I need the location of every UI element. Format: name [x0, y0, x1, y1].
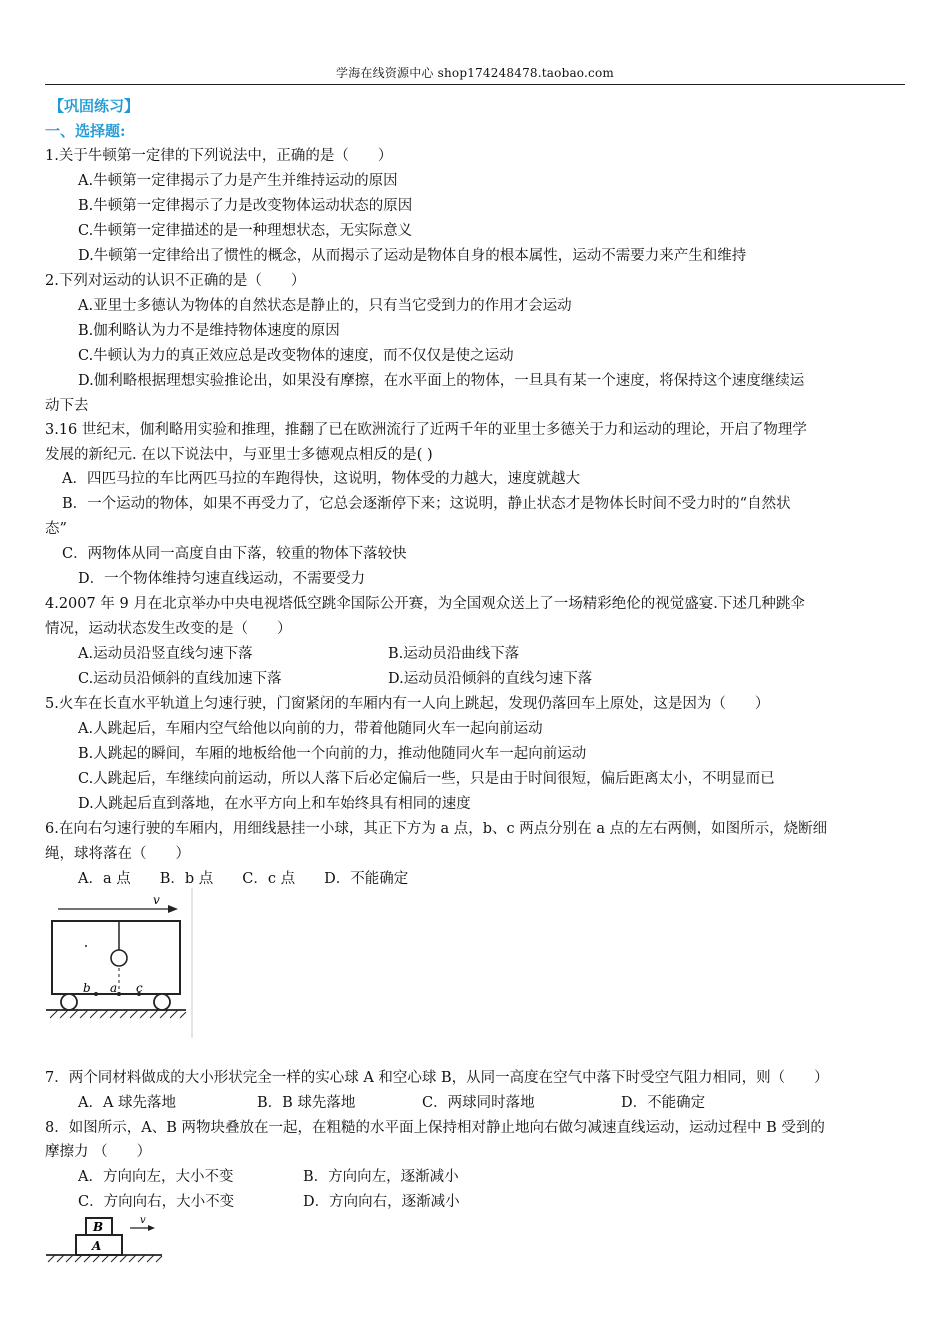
question-4-option-c: C.运动员沿倾斜的直线加速下落: [78, 671, 282, 687]
question-5-option-d: D.人跳起后直到落地，在水平方向上和车始终具有相同的速度: [78, 796, 471, 812]
question-7-option-a: A．A 球先落地: [78, 1095, 177, 1111]
question-3-option-b: B．一个运动的物体，如果不再受力了，它总会逐渐停下来；这说明，静止状态才是物体长时间不受力时的“自然状: [62, 496, 791, 512]
question-5-stem: 5.火车在长直水平轨道上匀速行驶，门窗紧闭的车厢内有一人向上跳起，发现仍落回车上原处，这是因为（ ）: [45, 696, 770, 712]
question-5-option-b: B.人跳起的瞬间，车厢的地板给他一个向前的力，推动他随同火车一起向前运动: [78, 746, 587, 762]
stacked-blocks-figure: [44, 1216, 166, 1272]
block-a-label: A: [92, 1239, 102, 1253]
question-2-option-a: A.亚里士多德认为物体的自然状态是静止的，只有当它受到力的作用才会运动: [78, 298, 572, 314]
velocity-label-q8: v: [140, 1216, 146, 1226]
wheel-right: [154, 994, 170, 1010]
velocity-label: v: [153, 893, 160, 907]
question-1-stem: 1.关于牛顿第一定律的下列说法中，正确的是（ ）: [45, 148, 393, 164]
question-6-stem: 6.在向右匀速行驶的车厢内，用细线悬挂一小球，其正下方为 a 点，b、c 两点分别在 a 点的左右两侧，如图所示，烧断细: [45, 821, 828, 837]
label-b: b: [83, 981, 91, 995]
block-b-label: B: [93, 1220, 104, 1234]
question-4-option-a: A.运动员沿竖直线匀速下落: [78, 646, 253, 662]
question-7-option-d: D．不能确定: [621, 1095, 706, 1111]
point-b: [94, 992, 98, 996]
question-2-stem: 2.下列对运动的认识不正确的是（ ）: [45, 273, 306, 289]
question-1-option-d: D.牛顿第一定律给出了惯性的概念，从而揭示了运动是物体自身的根本属性，运动不需要力来产生和维持: [78, 248, 747, 264]
velocity-arrowhead-q8: [148, 1225, 155, 1231]
label-a: a: [110, 981, 118, 995]
part-title: 一、选择题:: [45, 122, 126, 140]
hanging-ball: [111, 950, 127, 966]
question-4-option-b: B.运动员沿曲线下落: [388, 646, 520, 662]
velocity-arrowhead: [168, 905, 178, 913]
question-8-stem: 8．如图所示，A、B 两物块叠放在一起，在粗糙的水平面上保持相对静止地向右做匀减速直线运动，运动过程中 B 受到的: [45, 1120, 825, 1136]
question-3-option-d: D．一个物体维持匀速直线运动，不需要受力: [78, 571, 366, 587]
question-2-option-b: B.伽利略认为力不是维持物体速度的原因: [78, 323, 340, 339]
question-7-option-b: B．B 球先落地: [257, 1095, 356, 1111]
ground-hatching: [50, 1010, 186, 1018]
question-3-option-a: A．四匹马拉的车比两匹马拉的车跑得快，这说明，物体受的力越大，速度就越大: [62, 471, 580, 487]
question-1-option-c: C.牛顿第一定律描述的是一种理想状态，无实际意义: [78, 223, 413, 239]
question-8-option-a: A．方向向左，大小不变: [78, 1169, 234, 1185]
question-3-option-c: C．两物体从同一高度自由下落，较重的物体下落较快: [62, 546, 407, 562]
question-1-option-a: A.牛顿第一定律揭示了力是产生并维持运动的原因: [78, 173, 398, 189]
question-4-stem-cont: 情况，运动状态发生改变的是（ ）: [45, 621, 292, 637]
point-a: [117, 992, 121, 996]
question-1-option-b: B.牛顿第一定律揭示了力是改变物体运动状态的原因: [78, 198, 413, 214]
question-7-option-c: C．两球同时落地: [422, 1095, 535, 1111]
page-header: 学海在线资源中心 shop174248478.taobao.com: [336, 66, 614, 80]
carriage-figure: [44, 888, 196, 1038]
question-8-stem-cont: 摩擦力 （ ）: [45, 1144, 152, 1160]
question-3-stem-cont: 发展的新纪元. 在以下说法中，与亚里士多德观点相反的是( ): [45, 447, 433, 463]
question-5-option-c: C.人跳起后，车继续向前运动，所以人落下后必定偏后一些，只是由于时间很短，偏后距离太小，不明显而已: [78, 771, 775, 787]
ground-hatching-q8: [48, 1255, 162, 1262]
question-5-option-a: A.人跳起后，车厢内空气给他以向前的力，带着他随同火车一起向前运动: [78, 721, 543, 737]
question-3-option-b-cont: 态”: [45, 521, 67, 537]
header-divider: [45, 84, 905, 85]
question-4-stem: 4.2007 年 9 月在北京举办中央电视塔低空跳伞国际公开赛，为全国观众送上了一场精彩绝伦的视觉盛宴.下述几种跳伞: [45, 596, 805, 612]
question-6-stem-cont: 绳，球将落在（ ）: [45, 846, 190, 862]
question-8-option-b: B．方向向左，逐渐减小: [303, 1169, 459, 1185]
question-2-option-d: D.伽利略根据理想实验推论出，如果没有摩擦，在水平面上的物体，一旦具有某一个速度，将保持这个速度继续运: [78, 373, 805, 389]
question-6-options: A．a 点 B．b 点 C．c 点 D．不能确定: [78, 871, 409, 887]
dot-mark: [85, 945, 87, 947]
question-3-stem: 3.16 世纪末，伽利略用实验和推理，推翻了已在欧洲流行了近两千年的亚里士多德关于力和运动的理论，开启了物理学: [45, 422, 807, 438]
question-8-option-d: D．方向向右，逐渐减小: [303, 1194, 460, 1210]
question-8-option-c: C．方向向右，大小不变: [78, 1194, 235, 1210]
question-2-option-d-cont: 动下去: [45, 398, 89, 414]
question-7-stem: 7．两个同材料做成的大小形状完全一样的实心球 A 和空心球 B，从同一高度在空气中落下时受空气阻力相同，则（ ）: [45, 1070, 829, 1086]
wheel-left: [61, 994, 77, 1010]
label-c: c: [136, 981, 143, 995]
section-title: 【巩固练习】: [49, 97, 140, 115]
question-2-option-c: C.牛顿认为力的真正效应总是改变物体的速度，而不仅仅是使之运动: [78, 348, 514, 364]
question-4-option-d: D.运动员沿倾斜的直线匀速下落: [388, 671, 593, 687]
